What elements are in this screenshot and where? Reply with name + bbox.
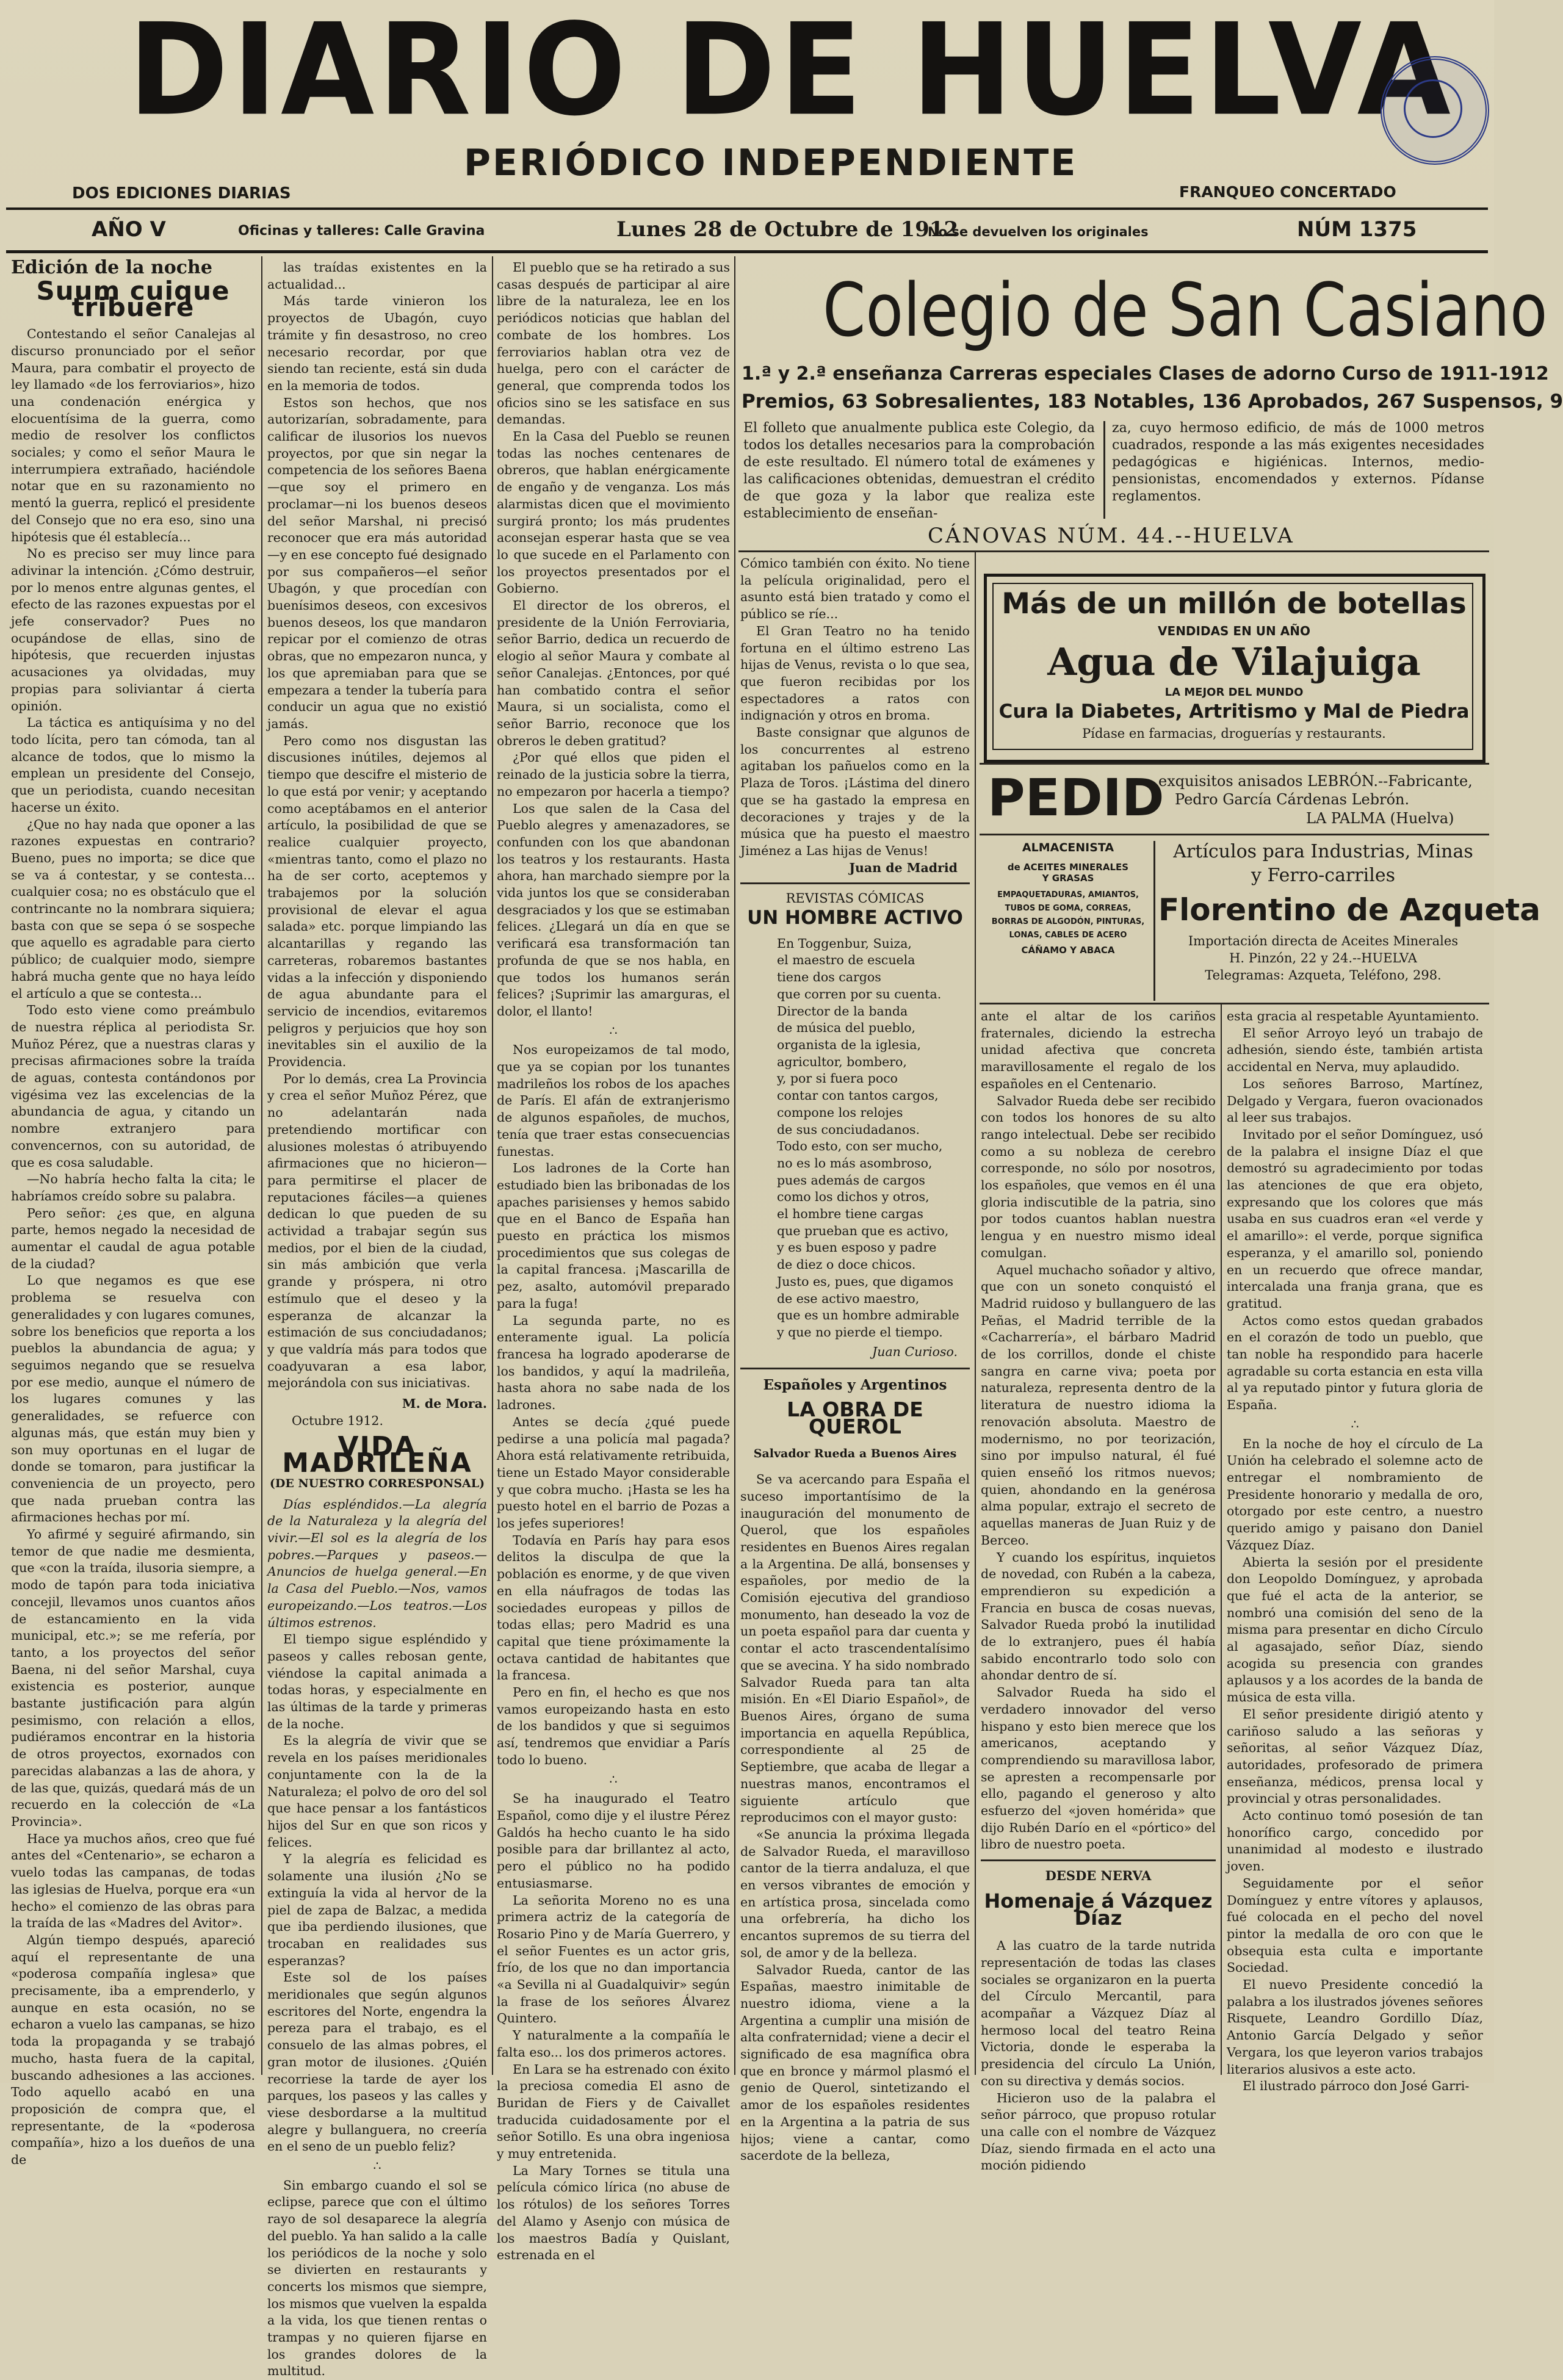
section-ornament: ∴ xyxy=(373,2158,381,2174)
paragraph: Por lo demás, crea La Provincia y crea el señor Muñoz Pérez, que no adelantarán nada pretendiendo mortificar con alusiones molestas ó atribuyendo afirmaciones que no hicieron—para permitirse el placer de reputaciones fáciles—a quienes dedican lo que pueden de su actividad a trabajar según sus medios, por el bien de la ciudad, sin más ambición que verla grande y próspera, ni otro estímulo que el deseo y la esperanza de alcanzar la estimación de sus conciudadanos; y que valdría más para todos que coadyuvaran a esa labor, mejorándola con sus iniciativas. xyxy=(267,1071,487,1391)
divider xyxy=(740,1368,970,1369)
paragraph: —No habría hecho falta la cita; le habríamos creído sobre su palabra. xyxy=(11,1172,255,1203)
paragraph: El señor presidente dirigió atento y cariñoso saludo a las señoras y señoritas, al señor Vázquez Díaz, autoridades, profesorado de primera enseñanza, médicos, prensa local y provincial y otras personalidades. xyxy=(1227,1706,1483,1806)
paragraph: las traídas existentes en la actualidad... xyxy=(267,260,487,292)
paragraph: La señorita Moreno no es una primera actriz de la categoría de Rosario Pino y de María Guerrero, y el señor Fuentes es un actor gris, frío, de los que no dan importancia «a Sevilla ni al Guadalquivir» según la frase de los señores Álvarez Quintero. xyxy=(497,1892,730,2026)
ad-text: y Ferro-carriles xyxy=(1251,865,1395,886)
ad-text: Artículos para Industrias, Minas xyxy=(1173,841,1473,862)
ad-rule xyxy=(980,763,1489,765)
ad-rule xyxy=(980,1003,1489,1004)
paragraph: Más tarde vinieron los proyectos de Ubagón, cuyo trámite y fin desastroso, no creo necesario recordar, por que siendo tan reciente, está sin duda en la memoria de todos. xyxy=(267,294,487,393)
poem-line: organista de la iglesia, xyxy=(777,1037,921,1052)
paragraph: Todavía en París hay para esos delitos la disculpa de que la población es enorme, y de que viven en ella náufragos de todas las sociedades europeas y pillos de todas ellas; pero Madrid es una capital que tiene próximamente la octava cantidad de habitantes que la francesa. xyxy=(497,1532,730,1683)
poem-line: no es lo más asombroso, xyxy=(777,1155,933,1170)
paragraph: La segunda parte, no es enteramente igual. La policía francesa ha logrado apoderarse de los bandidos, y aquí la madrileña, hasta ahora no sabe nada de los ladrones. xyxy=(497,1313,730,1413)
editions-label: DOS EDICIONES DIARIAS xyxy=(72,184,291,203)
poem-line: de música del pueblo, xyxy=(777,1020,916,1036)
paragraph: Los que salen de la Casa del Pueblo alegres y amenazadores, se confunden con los que abandonan los teatros y los restaurants. Hasta ahora, han marchado siempre por la vida juntos los que se consideraban desgraciados y los que se estimaban felices. ¿Llegará un día en que se verificará esa transformación tan profunda de que se nos habla, en que todos los humanos serán felices? ¡Suprimir las amarguras, el dolor, el llanto! xyxy=(497,801,730,1019)
ad-tagline: LA MEJOR DEL MUNDO xyxy=(1164,686,1304,699)
column-rule xyxy=(975,1004,976,2075)
editorial-headline: Suum cuique tribuere xyxy=(36,275,230,323)
ad-text: EMPAQUETADURAS, AMIANTOS, TUBOS DE GOMA, CORREAS, BORRAS DE ALGODÓN, PINTURAS, LONAS, CABLES DE ACERO xyxy=(991,890,1145,940)
paragraph: Lo que negamos es que ese problema se resuelva con generalidades y con lugares comunes, sobre los beneficios que reporta a los pueblos la abundancia de agua; y seguimos negando que se resuelva por ese medio, aunque el número de los lugares comunes y las generalidades, se refuerce con algunas más, que están muy bien y son muy oportunas en el lugar de donde se tomaron, para justificar la conveniencia de un proyecto, pero que nada prueban contra las afirmaciones hechas por mí. xyxy=(11,1273,255,1525)
ad-text: Importación directa de Aceites Minerales xyxy=(1188,934,1459,948)
column-5 xyxy=(981,1008,1216,2173)
paragraph: Abierta la sesión por el presidente don Leopoldo Domínguez, y aprobada que fué el acta de la anterior, se nombró una comisión del seno de la misma para presentar en dicho Círculo al agasajado, señor Díaz, siendo acogida su presencia con grandes aplausos y a los acordes de la banda de música de esta villa. xyxy=(1227,1554,1483,1705)
section-label: DESDE NERVA xyxy=(1045,1868,1152,1884)
ad-text: Y GRASAS xyxy=(1042,873,1094,884)
colegio-ad-address: CÁNOVAS NÚM. 44.--HUELVA xyxy=(928,524,1294,548)
ad-rule xyxy=(980,834,1489,835)
poem xyxy=(740,936,970,1341)
azqueta-ad-left xyxy=(987,841,1149,956)
poem-line: el hombre tiene cargas xyxy=(777,1206,923,1222)
paragraph: La Mary Tornes se titula una película cómico lírica (no abuse de los rótulos) de los señores Torres del Alamo y Asenjo con música de los maestros Badía y Quislant, estrenada en el xyxy=(497,2163,730,2263)
paragraph: Y cuando los espíritus, inquietos de novedad, con Rubén a la cabeza, emprendieron su expedición a Francia en busca de cosas nuevas, Salvador Rueda probó la inutilidad de lo extranjero, pues él había sabido encontrarlo todo solo con ahondar dentro de sí. xyxy=(981,1549,1216,1683)
pedid-line1: exquisitos anisados LEBRÓN.--Fabricante, xyxy=(1158,773,1473,790)
column-6 xyxy=(1227,1008,1483,2094)
column-rule xyxy=(1221,1004,1222,2075)
paragraph: Hace ya muchos años, creo que fué antes del «Centenario», se echaron a vuelo todas las campanas, de todas las iglesias de Huelva, porque era «un hecho» el comienzo de las obras para la traída de las «Madres del Avitor». xyxy=(11,1831,255,1931)
paragraph: Salvador Rueda, cantor de las Españas, maestro inimitable de nuestro idioma, viene a la Argentina a cumplir una misión de alta confraternidad; viene a decir el significado de esa magnífica obra que en bronce y mármol plasmó el genio de Querol, sintetizando el amor de los españoles residentes en la Argentina a la patria de sus hijos; viene a cantar, como sacerdote de la belleza, xyxy=(740,1962,970,2163)
library-stamp-icon xyxy=(1381,56,1489,165)
poem-line: de sus conciudadanos. xyxy=(777,1122,920,1137)
pedid-line3: LA PALMA (Huelva) xyxy=(1306,810,1454,827)
colegio-ad-text-left: El folleto que anualmente publica este Colegio, da todos los detalles necesarios para la comprobación de este resultado. El número total de exámenes y las calificaciones obtenidas, demuestran el crédito de que goza y la labor que realiza este establecimiento de enseñan- xyxy=(743,420,1095,521)
divider xyxy=(740,882,970,884)
paragraph: Nos europeizamos de tal modo, que ya se copian por los tunantes madrileños los robos de los apaches de París. El afán de extranjerismo de algunos españoles, de muchos, tenía que traer estas consecuencias funestas. xyxy=(497,1042,730,1159)
colegio-ad-line2: Premios, 63 Sobresalientes, 183 Notables, 136 Aprobados, 267 Suspensos, 9 xyxy=(742,391,1563,413)
poem-line: de ese activo maestro, xyxy=(777,1291,920,1306)
summary: Días espléndidos.—La alegría de la Naturaleza y la alegría del vivir.—El sol es la alegría de los pobres.—Parques y paseos.—Anuncios de huelga general.—En la Casa del Pueblo.—Nos, vamos europeizando.—Los teatros.—Los últimos estrenos. xyxy=(267,1496,487,1630)
paragraph: Yo afirmé y seguiré afirmando, sin temor de que nadie me desmienta, que «con la traída, ilusoria siempre, a modo de tapón para toda iniciativa concejil, llevamos unos cuantos años de estancamiento en la vida municipal, etc.»; se me refería, por tanto, a los proyectos del señor Baena, ni del señor Marshal, cuya existencia es posterior, aunque bastante justificación para algún pesimismo, con relación a ellos, pudiéramos encontrar en la historia de otros proyectos, exornados con parecidas alabanzas a las de ahora, y de las que, quizás, quedará más de un recuerdo en la colección de «La Provincia». xyxy=(11,1527,255,1829)
paragraph: Aquel muchacho soñador y altivo, que con un soneto conquistó el Madrid ruidoso y bullanguero de las Peñas, el Madrid terrible de la «Cacharrería», el bárbaro Madrid de los corrillos, donde el chiste sangra en carne viva; poeta por naturaleza, representa dentro de la literatura de nuestro idioma la renovación absoluta. Maestro de modernismo, no por teorización, sino por impulso natural, él fué quien enseñó los ritmos nuevos; quien, ahondando en la genérosa alma popular, extrajo el secreto de aquellas maneras de Juan Ruiz y de Berceo. xyxy=(981,1262,1216,1548)
franqueo-label: FRANQUEO CONCERTADO xyxy=(1179,183,1396,201)
ad-rule xyxy=(738,550,1489,552)
offices-label: Oficinas y talleres: Calle Gravina xyxy=(238,223,485,239)
column-rule xyxy=(975,552,976,1004)
paragraph: Los señores Barroso, Martínez, Delgado y Vergara, fueron ovacionados al leer sus trabajos. xyxy=(1227,1076,1483,1125)
section-title: VIDA MADRILEÑA xyxy=(282,1430,472,1479)
paragraph: Estos son hechos, que nos autorizarían, sobradamente, para calificar de ilusorios los nuevos proyectos, por que sin negar la competencia de los señores Baena—que soy el primero en proclamar—ni los buenos deseos del señor Marshal, ni precisó reconocer que era más autoridad—y en ese concepto fué designado por sus compañeros—el señor Ubagón, y que procedían con buenísimos deseos, con excesivos buenos deseos, los que mandaron repicar por el comienzo de otras obras, que no empezaron nunca, y los que apremiaban para que se empezara a tender la tubería para conducir un agua que no existió jamás. xyxy=(267,395,487,731)
paragraph: El ilustrado párroco don José Garri- xyxy=(1243,2079,1470,2094)
edition-kicker: Edición de la noche xyxy=(11,257,212,278)
poem-line: y, por si fuera poco xyxy=(777,1071,898,1086)
paragraph: Pero como nos disgustan las discusiones inútiles, dejemos al tiempo que descifre el misterio de lo que está por venir; y aceptando como aceptábamos en el anterior artículo, la posibilidad de que se realice cualquier proyecto, «mientras tanto, como el plazo no ha de ser corto, aceptemos y trabajemos por la solución provisional de elevar el agua salada» etc. porque limpiando las alcantarillas y regando las carreteras, robaremos bastantes vidas a la infección y disponiendo de agua abundante para el servicio de incendios, evitaremos peligros y perjuicios que hoy son inevitables sin el auxilio de la Providencia. xyxy=(267,733,487,1070)
paragraph: Actos como estos quedan grabados en el corazón de todo un pueblo, que tan noble ha respondido para hacerle agradable su corta estancia en esta villa al ya reputado pintor y futura gloria de España. xyxy=(1227,1313,1483,1413)
ad-where: Pídase en farmacias, droguerías y restaurants. xyxy=(1082,726,1386,741)
paragraph: ¿Que no hay nada que oponer a las razones expuestas en contrario? Bueno, pues no importa; se dice que se va á contestar, y se contesta... cualquier cosa; no es obstáculo que el contrincante no la nombrara siquiera; basta con que se sepa ó se sospeche que aquello es agradable para cierto público; de cualquier modo, siempre habrá mucha gente que no haya leído el artículo a que se contesta... xyxy=(11,817,255,1001)
paragraph: Sin embargo cuando el sol se eclipse, parece que con el último rayo de sol desaparece la alegría del pueblo. Ya han salido a la calle los periódicos de la noche y solo se divierten en restaurants y concerts los mismos que siempre, los mismos que vuelven la espalda a la vida, los que tienen rentas o trampas y no quieren fijarse en los grandes dolores de la multitud. xyxy=(267,2177,487,2379)
poem-line: pues además de cargos xyxy=(777,1172,925,1188)
paragraph: Salvador Rueda ha sido el verdadero innovador del verso hispano y esto bien merece que los americanos, aceptando y comprendiendo su maravillosa labor, se apresten a recompensarle por ello, pagando el generoso y alto esfuerzo del «joven homérida» que dijo Rubén Darío en el «pórtico» del libro de nuestro poeta. xyxy=(981,1685,1216,1852)
azqueta-ad-right xyxy=(1158,841,1541,983)
paragraph: El tiempo sigue espléndido y paseos y calles rebosan gente, viéndose la capital animada a todas horas, y especialmente en las últimas de la tarde y primeras de la noche. xyxy=(267,1632,487,1731)
paragraph: Se ha inaugurado el Teatro Español, como dije y el ilustre Pérez Galdós ha hecho cuanto le ha sido posible para dar brillantez al acto, pero el público no ha podido entusiasmarse. xyxy=(497,1791,730,1891)
article-headline: LA OBRA DE QUEROL xyxy=(787,1397,923,1438)
paragraph: Todo esto viene como preámbulo de nuestra réplica al periodista Sr. Muñoz Pérez, que a nuestras claras y precisas afirmaciones sobre la traída de aguas, contesta contándonos por vigésima vez las excelencias de la abundancia de agua, y citando un nombre extranjero para convencernos, con su autoridad, de que es cosa saludable. xyxy=(11,1003,255,1170)
section-label: REVISTAS CÓMICAS xyxy=(785,891,925,906)
paragraph: El director de los obreros, el presidente de la Unión Ferroviaria, señor Barrio, dedica un recuerdo de elogio al señor Maura y combate al señor Canalejas. ¿Entonces, por qué han combatido contra el señor Maura, si un socialista, como el señor Barrio, reconoce que los obreros le deben gratitud? xyxy=(497,598,730,748)
paragraph: La táctica es antiquísima y no del todo lícita, pero tan cómoda, tan al alcance de todos, que lo mismo la emplean un presidente del Consejo, que un periodista, cuando necesitan hacerse un éxito. xyxy=(11,715,255,815)
colegio-ad-title: Colegio de San Casiano xyxy=(823,269,1548,353)
paragraph: Se va acercando para España el suceso importantísimo de la inauguración del monumento de Querol, que los españoles residentes en Buenos Aires regalan a la Argentina. De allá, bonsenses y españoles, por medio de la Comisión ejecutiva del grandioso monumento, han deseado la voz de un poeta español para dar cuenta y contar el acto trascendentalísimo que se avecina. Y ha sido nombrado Salvador Rueda para tan alta misión. En «El Diario Español», de Buenos Aires, órgano de suma importancia en aquella República, correspondiente al 25 de Septiembre, que acaba de llegar a nuestras manos, encontramos el siguiente artículo que reproducimos con el mayor gusto: xyxy=(740,1472,970,1825)
paragraph: Seguidamente por el señor Domínguez y entre vítores y aplausos, fué colocada en el pecho del novel pintor la medalla de oro con que le obsequia esta culta e importante Sociedad. xyxy=(1227,1875,1483,1975)
ad-subline: VENDIDAS EN UN AÑO xyxy=(1158,624,1310,638)
colegio-ad-line1: 1.ª y 2.ª enseñanza Carreras especiales Clases de adorno Curso de 1911-1912 xyxy=(742,363,1549,384)
ad-headline: Más de un millón de botellas xyxy=(1002,587,1467,621)
article-headline: Homenaje á Vázquez Díaz xyxy=(984,1889,1213,1930)
poem-line: contar con tantos cargos, xyxy=(777,1088,939,1103)
poem-line: que es un hombre admirable xyxy=(777,1308,959,1323)
ad-text: Telegramas: Azqueta, Teléfono, 298. xyxy=(1205,968,1442,983)
column-1 xyxy=(11,257,255,2168)
column-2 xyxy=(267,259,487,2379)
masthead-subtitle: PERIÓDICO INDEPENDIENTE xyxy=(464,142,1078,184)
paragraph: Este sol de los países meridionales que según algunos escritores del Norte, engendra la pereza para el trabajo, es el consuelo de las almas pobres, el gran motor de ilusiones. ¿Quién recorriese la tarde de ayer los parques, los paseos y las calles y viese desbordarse a la multitud alegre y bullanguera, no creería en el seno de un pueblo feliz? xyxy=(267,1970,487,2154)
year-label: AÑO V xyxy=(92,217,166,242)
signature: Juan de Madrid xyxy=(849,860,958,875)
divider xyxy=(981,1859,1216,1861)
paragraph: Es la alegría de vivir que se revela en los países meridionales conjuntamente con la de la Naturaleza; el polvo de oro del sol que hace pensar a los fantásticos hijos del Sur en que son ricos y felices. xyxy=(267,1733,487,1850)
poem-line: Director de la banda xyxy=(777,1003,908,1019)
paragraph: El Gran Teatro no ha tenido fortuna en el último estreno Las hijas de Venus, revista o lo que sea, que fueron recibidas por los espectadores a ratos con indignación y otros en broma. xyxy=(740,623,970,723)
poem-line: de diez o doce chicos. xyxy=(777,1257,916,1272)
paragraph: En la Casa del Pueblo se reunen todas las noches centenares de obreros, que hablan enérgicamente de engaño y de venganza. Los más alarmistas dicen que el movimiento surgirá pronto; los más prudentes aconsejan esperar hasta que se vea lo que sucede en el Parlamento con los proyectos presentados por el Gobierno. xyxy=(497,429,730,596)
signature: Juan Curioso. xyxy=(872,1344,958,1359)
section-subtitle: (DE NUESTRO CORRESPONSAL) xyxy=(269,1476,485,1490)
ad-text: de ACEITES MINERALES xyxy=(1007,862,1129,873)
ad-divider xyxy=(1153,841,1155,1001)
paragraph: Invitado por el señor Domínguez, usó de la palabra el insigne Díaz el que demostró su agradecimiento por todas las atenciones de que era objeto, expresando que los colores que más usaba en sus cuadros eran «el verde y el amarillo»: el verde, porque significa esperanza, y el amarillo sol, poniendo en un recuerdo que ofrece mandar, intercalada una franja grana, que es gratitud. xyxy=(1227,1127,1483,1311)
poem-line: como los dichos y otros, xyxy=(777,1189,929,1205)
ad-company-name: Florentino de Azqueta xyxy=(1158,892,1541,928)
ad-text: ALMACENISTA xyxy=(1022,841,1114,854)
paragraph: Algún tiempo después, apareció aquí el representante de una «poderosa compañía inglesa» que precisamente, iba a emprenderlo, y aunque en esta ocasión, no se echaron a vuelo las campanas, se hizo toda la propaganda y se trabajó mucho, hasta fuera de la capital, buscando adhesiones a las acciones. Todo aquello acabó en una proposición de compra que, el representante, de la «poderosa compañía», hizo a los dueños de una de xyxy=(11,1932,255,2168)
ad-claim: Cura la Diabetes, Artritismo y Mal de Piedra xyxy=(998,701,1470,723)
poem-title: UN HOMBRE ACTIVO xyxy=(747,907,963,929)
section-label: Españoles y Argentinos xyxy=(763,1377,947,1394)
poem-line: compone los relojes xyxy=(777,1105,903,1120)
ad-text: H. Pinzón, 22 y 24.--HUELVA xyxy=(1229,951,1417,965)
paragraph: No es preciso ser muy lince para adivinar la intención. ¿Cómo destruir, por lo menos entre algunas gentes, el efecto de las razones expuestas por el jefe conservador? Pues no ocupándose de ellas, sino de hipótesis, que recuerden injustas acusaciones ya olvidadas, muy propias para soliviantar á cierta opinión. xyxy=(11,546,255,713)
paragraph: Cómico también con éxito. No tiene la película originalidad, pero el asunto está bien tratado y como el público se ríe... xyxy=(740,556,970,622)
poem-line: el maestro de escuela xyxy=(777,953,915,968)
paragraph: En la noche de hoy el círculo de La Unión ha celebrado el solemne acto de entregar el nombramiento de Presidente honorario y medalla de oro, otorgado por este centro, a nuestro querido amigo y paisano don Daniel Vázquez Díaz. xyxy=(1227,1436,1483,1552)
column-3 xyxy=(497,259,730,2263)
paragraph: Salvador Rueda debe ser recibido con todos los honores de su alto rango intelectual. Debe ser recibido como a su nobleza de cerebro corresponde, no sólo por nosotros, los españoles, que vemos en él una gloria indiscutible de la patria, sino por todos cuantos hablan nuestra lengua y en nuestro mismo ideal comulgan. xyxy=(981,1093,1216,1260)
ad-text: CÁÑAMO Y ABACA xyxy=(1021,945,1115,956)
colegio-ad-divider xyxy=(1103,421,1105,519)
poem-line: y es buen esposo y padre xyxy=(777,1240,937,1255)
paragraph: Contestando el señor Canalejas al discurso pronunciado por el señor Maura, para combatir el proyecto de ley llamado «de los ferroviarios», hizo una condenación enérgica y elocuentísima de la guerra, como medio de resolver los conflictos sociales; y como el señor Maura le interrumpiera extrañado, haciéndole notar que en su razonamiento no mentó la guerra, replicó el presidente del Consejo que no era eso, sino una hipótesis que él establecía... xyxy=(11,326,255,544)
poem-line: tiene dos cargos xyxy=(777,970,881,985)
paragraph: Y la alegría es felicidad es solamente una ilusión ¿No se extinguía la vida al hervor de la piel de zapa de Balzac, a medida que iba perdiendo ilusiones, que trocaban en realidades sus esperanzas? xyxy=(267,1852,487,1968)
poem-line: Todo esto, con ser mucho, xyxy=(777,1139,943,1154)
paragraph: Los ladrones de la Corte han estudiado bien las bribonadas de los apaches parisienses y hemos sabido que en el Banco de España han puesto en práctica los mismos procedimientos que sus colegas de la capital francesa. ¡Mascarilla de pez, asalto, automóvil preparado para la fuga! xyxy=(497,1161,730,1311)
column-rule xyxy=(734,256,735,2075)
poem-line: agricultor, bombero, xyxy=(777,1054,907,1069)
column-rule xyxy=(261,256,262,2075)
paragraph: El señor Arroyo leyó un trabajo de adhesión, siendo éste, también artista accidental en Nerva, muy aplaudido. xyxy=(1227,1025,1483,1075)
paragraph: En Lara se ha estrenado con éxito la preciosa comedia El asno de Buridan de Fiers y de Caivallet traducida cuidadosamente por el señor Sotillo. Es una obra ingeniosa y muy entretenida. xyxy=(497,2061,730,2162)
paragraph: Hicieron uso de la palabra el señor párroco, que propuso rotular una calle con el nombre de Vázquez Díaz, siendo firmada en el acto una moción pidiendo xyxy=(981,2090,1216,2173)
masthead-rule-top xyxy=(6,207,1488,210)
paragraph: Y naturalmente a la compañía le falta eso... los dos primeros actores. xyxy=(497,2028,730,2060)
paragraph: Baste consignar que algunos de los concurrentes al estreno agitaban los pañuelos como en la Plaza de Toros. ¡Lástima del dinero que se ha gastado la empresa en decoraciones y trajes y de la música que ha puesto el maestro Jiménez a Las hijas de Venus! xyxy=(740,725,970,858)
poem-line: que prueban que es activo, xyxy=(777,1223,949,1238)
paragraph: A las cuatro de la tarde nutrida representación de todas las clases sociales se organizaron en la puerta del Círculo Mercantil, para acompañar a Vázquez Díaz al hermoso local del teatro Reina Victoria, donde le esperaba la presidencia del círculo La Unión, con su directiva y demás socios. xyxy=(981,1938,1216,2088)
section-ornament: ∴ xyxy=(609,1023,618,1038)
paragraph: ¿Por qué ellos que piden el reinado de la justicia sobre la tierra, no empezaron por hacerla a tiempo? xyxy=(497,750,730,799)
ad-brand: Agua de Vilajuiga xyxy=(1047,640,1421,684)
poem-line: que corren por su cuenta. xyxy=(777,986,942,1001)
poem-line: y que no pierde el tiempo. xyxy=(777,1324,943,1340)
paragraph: El pueblo que se ha retirado a sus casas después de participar al aire libre de la naturaleza, lee en los periódicos noticias que hablan del combate de los hombres. Los ferroviarios hablan otra vez de huelga, pero con el carácter de general, que comprenda todos los oficios sino se les satisface en sus demandas. xyxy=(497,260,730,427)
section-ornament: ∴ xyxy=(609,1772,618,1787)
masthead-title: DIARIO DE HUELVA xyxy=(128,0,1454,144)
poem-line: En Toggenbur, Suiza, xyxy=(777,936,912,951)
signature: M. de Mora. xyxy=(402,1396,487,1412)
masthead-rule-bottom xyxy=(6,250,1488,253)
paragraph: El nuevo Presidente concedió la palabra a los ilustrados jóvenes señores Risquete, Leandro Gordillo Díaz, Antonio García Delgado y señor Vergara, los que leyeron varios trabajos literarios alusivos a este acto. xyxy=(1227,1977,1483,2077)
issue-date: Lunes 28 de Octubre de 1912 xyxy=(616,217,959,242)
column-4 xyxy=(740,555,970,2163)
column-rule xyxy=(492,256,493,2075)
section-ornament: ∴ xyxy=(1351,1416,1359,1432)
issue-number: NÚM 1375 xyxy=(1297,217,1417,242)
paragraph: Pero en fin, el hecho es que nos vamos europeizando hasta en esto de los bandidos y que si seguimos así, tendremos que envidiar a París todo lo bueno. xyxy=(497,1685,730,1767)
pedid-line2: Pedro García Cárdenas Lebrón. xyxy=(1175,791,1410,808)
article-subtitle: Salvador Rueda a Buenos Aires xyxy=(753,1447,957,1461)
poem-line: Justo es, pues, que digamos xyxy=(777,1274,954,1289)
paragraph: Pero señor: ¿es que, en alguna parte, hemos negado la necesidad de aumentar el caudal de agua potable de la ciudad? xyxy=(11,1205,255,1271)
dateline: Octubre 1912. xyxy=(292,1413,383,1428)
paragraph: esta gracia al respetable Ayuntamiento. xyxy=(1227,1009,1479,1023)
colegio-ad-text-right: za, cuyo hermoso edificio, de más de 1000 metros cuadrados, responde a las más exigentes necesidades pedagógicas e higiénicas. Internos, medio-pensionistas, encomendados y externos. Pídanse reglamentos. xyxy=(1112,420,1484,504)
pedid-headline: PEDID xyxy=(987,768,1164,828)
paragraph: Antes se decía ¿qué puede pedirse a una policía mal pagada? Ahora está relativamente retribuida, tiene un Estado Mayor considerable y que cobra mucho. ¡Hasta se les ha puesto hotel en el barrio de Pozas a los jefes superiores! xyxy=(497,1414,730,1531)
paragraph: Acto continuo tomó posesión de tan honorífico cargo, concedido por unanimidad al modesto e ilustrado joven. xyxy=(1227,1808,1483,1874)
no-return-note: No se devuelven los originales xyxy=(928,225,1149,239)
paragraph: «Se anuncia la próxima llegada de Salvador Rueda, el maravilloso cantor de la tierra andaluza, el que en versos vibrantes de emoción y en artística prosa, sincelada como una orfebrería, ha dicho los encantos supremos de su tierra del sol, de amor y de la belleza. xyxy=(740,1826,970,1960)
paragraph: ante el altar de los cariños fraternales, diciendo la estrecha unidad afectiva que concreta maravillosamente el regalo de los españoles en el Centenario. xyxy=(981,1009,1216,1091)
